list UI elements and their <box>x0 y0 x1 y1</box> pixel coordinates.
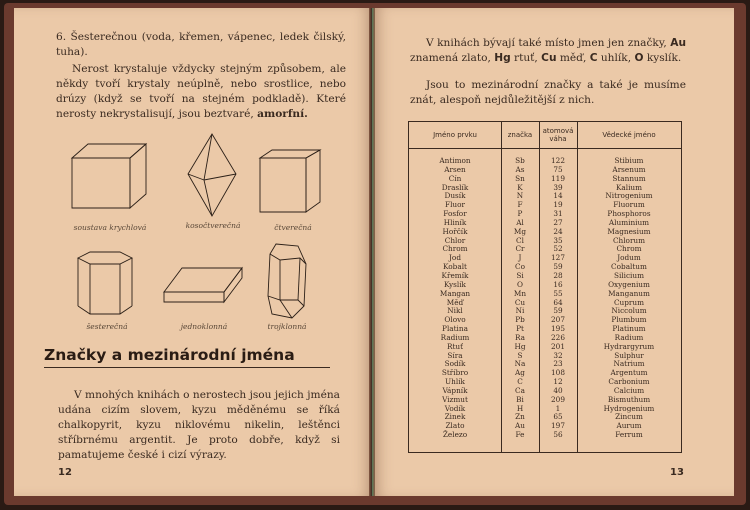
cell-scientific-name: Manganum <box>608 288 650 298</box>
cell-scientific-name: Aurum <box>616 421 642 431</box>
cell-atomic-weight: 197 <box>551 421 565 431</box>
cell-atomic-weight: 207 <box>551 315 565 325</box>
cell-atomic-weight: 12 <box>553 377 563 387</box>
hexagonal-crystal-icon <box>76 250 134 316</box>
cell-element-name: Radium <box>440 332 470 342</box>
cell-element-name: Hliník <box>443 217 467 227</box>
cell-atomic-weight: 59 <box>553 306 563 316</box>
cell-element-name: Zlato <box>445 421 465 431</box>
cell-element-name: Draslík <box>441 182 469 192</box>
tetragonal-crystal-icon <box>258 148 324 214</box>
cell-symbol: Cl <box>516 235 524 245</box>
cell-symbol: Fe <box>515 430 525 440</box>
crystallization-paragraph <box>56 62 346 122</box>
cell-scientific-name: Fluorum <box>613 200 645 210</box>
cell-scientific-name: Cobaltum <box>611 262 647 272</box>
caption-cubic: soustava krychlová <box>73 223 147 232</box>
cell-symbol: S <box>517 350 523 360</box>
cell-scientific-name: Stibium <box>614 156 644 165</box>
cell-atomic-weight: 23 <box>553 359 563 369</box>
cell-element-name: Sodík <box>444 359 466 369</box>
cell-symbol: Mg <box>513 226 527 236</box>
cell-atomic-weight: 201 <box>551 341 565 351</box>
elements-table <box>408 121 682 453</box>
cell-scientific-name: Stannum <box>612 173 646 183</box>
cell-scientific-name: Sulphur <box>614 350 644 360</box>
cell-scientific-name: Jodum <box>617 253 641 263</box>
cell-symbol: H <box>516 403 524 413</box>
cell-atomic-weight: 209 <box>551 394 565 404</box>
cell-scientific-name: Arsenum <box>612 164 646 174</box>
cell-symbol: Al <box>516 217 524 227</box>
cell-atomic-weight: 1 <box>555 403 561 413</box>
cell-scientific-name: Silicium <box>613 270 645 280</box>
cell-scientific-name: Calcium <box>613 385 645 395</box>
cell-scientific-name: Carbonium <box>608 377 650 387</box>
cell-scientific-name: Argentum <box>610 368 648 378</box>
cell-scientific-name: Chlorum <box>612 235 646 245</box>
section-heading: Značky a mezinárodní jména <box>44 346 330 368</box>
cell-atomic-weight: 75 <box>553 164 563 174</box>
symbol-cu: Cu <box>541 52 557 64</box>
cell-element-name: Chrom <box>442 244 468 254</box>
cell-symbol: Pt <box>516 324 524 334</box>
cell-element-name: Vápník <box>442 385 468 395</box>
caption-triclinic: trojklonná <box>267 322 307 331</box>
cell-element-name: Mangan <box>439 288 471 298</box>
cell-scientific-name: Ferrum <box>615 430 643 440</box>
header-symbol: značka <box>507 131 533 139</box>
cell-scientific-name: Hydrogenium <box>603 403 655 413</box>
cell-element-name: Uhlík <box>445 377 465 387</box>
cell-symbol: N <box>516 191 524 201</box>
paragraph-p2: Jsou to mezinárodní značky a také je musíme znát, alespoň nejdůležitější z nich. <box>410 79 686 106</box>
symbol-o: O <box>634 52 644 64</box>
crystal-system-item <box>56 30 346 60</box>
symbol-c: C <box>589 52 598 64</box>
cell-element-name: Železo <box>442 430 468 440</box>
cell-atomic-weight: 56 <box>553 430 563 440</box>
caption-monoclinic: jednoklonná <box>180 322 228 331</box>
international-names-paragraph <box>58 388 340 463</box>
cell-element-name: Síra <box>447 350 463 360</box>
cell-atomic-weight: 108 <box>551 368 565 378</box>
cell-atomic-weight: 226 <box>551 332 565 342</box>
triclinic-crystal-icon <box>266 242 308 320</box>
cell-scientific-name: Oxygenium <box>608 279 650 289</box>
book-gutter <box>369 8 375 496</box>
cell-symbol: Na <box>514 359 526 369</box>
cell-symbol: Si <box>516 270 524 280</box>
cell-element-name: Hořčík <box>442 226 468 236</box>
caption-tetragonal: čtverečná <box>274 223 312 232</box>
orthorhombic-crystal-icon <box>186 132 238 218</box>
cell-element-name: Olovo <box>444 315 466 325</box>
cell-scientific-name: Platinum <box>612 324 646 334</box>
cell-atomic-weight: 64 <box>553 297 563 307</box>
cell-atomic-weight: 19 <box>553 200 563 210</box>
header-atomic-weight: atomová váha <box>542 127 574 143</box>
cell-symbol: Bi <box>516 394 524 404</box>
table-row <box>409 431 681 440</box>
cell-element-name: Jod <box>449 253 461 263</box>
cell-scientific-name: Aluminium <box>608 217 650 227</box>
cell-atomic-weight: 39 <box>553 182 563 192</box>
page-number-right: 13 <box>670 467 684 478</box>
table-header <box>409 122 681 149</box>
cell-symbol: Sn <box>515 173 525 183</box>
crystal-illustrations <box>62 128 342 338</box>
cell-atomic-weight: 127 <box>551 253 565 263</box>
cell-atomic-weight: 59 <box>553 262 563 272</box>
cell-symbol: K <box>517 182 523 192</box>
cell-symbol: P <box>517 209 523 219</box>
cell-atomic-weight: 119 <box>551 173 565 183</box>
cell-symbol: Hg <box>514 341 526 351</box>
cell-scientific-name: Nitrogenium <box>605 191 653 201</box>
cell-element-name: Zinek <box>444 412 466 422</box>
cell-element-name: Kyslík <box>444 279 466 289</box>
cell-element-name: Křemík <box>441 270 469 280</box>
cell-scientific-name: Plumbum <box>611 315 647 325</box>
cell-element-name: Cín <box>448 173 462 183</box>
cell-atomic-weight: 14 <box>553 191 563 201</box>
cell-scientific-name: Radium <box>614 332 644 342</box>
cell-atomic-weight: 24 <box>553 226 563 236</box>
cell-symbol: F <box>517 200 523 210</box>
cell-element-name: Stříbro <box>441 368 469 378</box>
cell-atomic-weight: 28 <box>553 270 563 280</box>
cell-atomic-weight: 65 <box>553 412 563 422</box>
header-scientific-name: Vědecké jméno <box>602 131 656 139</box>
cell-symbol: Zn <box>515 412 525 422</box>
cell-symbol: Sb <box>515 156 525 165</box>
cubic-crystal-icon <box>70 142 150 212</box>
cell-element-name: Antimon <box>439 156 471 165</box>
cell-scientific-name: Cuprum <box>613 297 645 307</box>
cell-scientific-name: Niccolum <box>611 306 647 316</box>
cell-symbol: Co <box>515 262 525 272</box>
cell-atomic-weight: 55 <box>553 288 563 298</box>
cell-scientific-name: Zincum <box>615 412 643 422</box>
cell-element-name: Fluor <box>445 200 465 210</box>
cell-element-name: Vodík <box>444 403 466 413</box>
paragraph2-text: V mnohých knihách o nerostech jsou jejich jména udána cizím slovem, kyzu měděnému se říká chalkopyrit, kyzu niklovému nikelin, leštěnci stříbrnému argentit. Je proto dobře, když si pamatujeme české i cizí výrazy. <box>58 389 340 461</box>
cell-element-name: Měď <box>446 297 464 307</box>
cell-symbol: J <box>518 253 522 263</box>
symbol-hg: Hg <box>494 52 511 64</box>
cell-symbol: O <box>517 279 523 289</box>
paragraph1-text: Nerost krystaluje vždycky stejným způsobem, ale někdy tvoří krystaly neúplně, nebo srostlice, nebo drúzy (když se tvoří na stejném podkladě). Které nerosty nekrystalisují, jsou beztvaré, <box>56 63 346 120</box>
cell-symbol: Ag <box>515 368 525 378</box>
cell-element-name: Vizmut <box>442 394 468 404</box>
cell-symbol: C <box>517 377 523 387</box>
monoclinic-crystal-icon <box>162 266 244 306</box>
cell-element-name: Chlor <box>444 235 466 245</box>
cell-symbol: Cu <box>514 297 526 307</box>
amorphous-term: amorfní. <box>257 108 308 120</box>
cell-element-name: Rtuť <box>446 341 464 351</box>
international-symbols-paragraph <box>410 78 686 108</box>
cell-element-name: Arsen <box>444 164 466 174</box>
cell-atomic-weight: 32 <box>553 350 563 360</box>
cell-element-name: Fosfor <box>443 209 467 219</box>
cell-atomic-weight: 35 <box>553 235 563 245</box>
cell-scientific-name: Bismuthum <box>607 394 651 404</box>
header-element-name: Jméno prvku <box>433 131 477 139</box>
cell-element-name: Kobalt <box>443 262 467 272</box>
cell-scientific-name: Hydrargyrum <box>603 341 655 351</box>
cell-atomic-weight: 52 <box>553 244 563 254</box>
cell-atomic-weight: 16 <box>553 279 563 289</box>
cell-scientific-name: Chrom <box>616 244 642 254</box>
cell-element-name: Nikl <box>447 306 463 316</box>
cell-atomic-weight: 31 <box>553 209 563 219</box>
caption-orthorhombic: kosočtverečná <box>185 221 241 230</box>
cell-atomic-weight: 195 <box>551 324 565 334</box>
cell-atomic-weight: 122 <box>551 156 565 165</box>
cell-symbol: Mn <box>513 288 527 298</box>
item-6-text: 6. Šesterečnou (voda, křemen, vápenec, ledek čilský, tuha). <box>56 31 346 58</box>
symbol-au: Au <box>670 37 686 49</box>
cell-scientific-name: Magnesium <box>607 226 651 236</box>
cell-symbol: Pb <box>515 315 525 325</box>
cell-element-name: Platina <box>442 324 468 334</box>
cell-symbol: Cr <box>515 244 525 254</box>
table-body <box>409 157 681 440</box>
cell-symbol: Ca <box>515 385 525 395</box>
cell-symbol: As <box>515 164 525 174</box>
cell-symbol: Ra <box>514 332 525 342</box>
cell-atomic-weight: 40 <box>553 385 563 395</box>
caption-hexagonal: šesterečná <box>86 322 128 331</box>
cell-symbol: Ni <box>515 306 525 316</box>
cell-atomic-weight: 27 <box>553 217 563 227</box>
cell-scientific-name: Phosphoros <box>607 209 651 219</box>
cell-element-name: Dusík <box>444 191 466 201</box>
symbols-paragraph: V knihách bývají také místo jmen jen značky, Au znamená zlato, Hg rtuť, Cu měď, C uhlík, O kyslík. <box>410 37 686 64</box>
cell-scientific-name: Kalium <box>615 182 643 192</box>
cell-symbol: Au <box>515 421 525 431</box>
page-number-left: 12 <box>58 467 72 478</box>
cell-scientific-name: Natrium <box>613 359 645 369</box>
